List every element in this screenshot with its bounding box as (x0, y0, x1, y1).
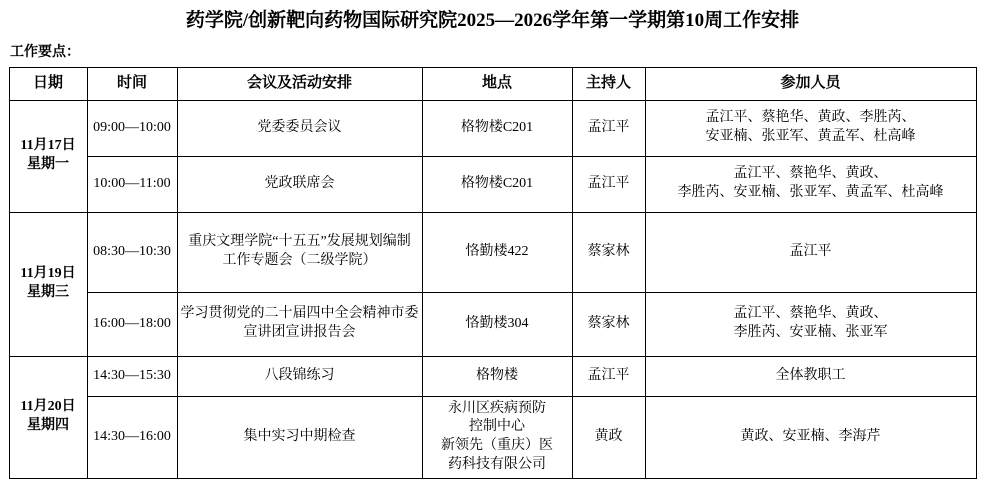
cell-date: 11月20日 星期四 (9, 356, 87, 479)
cell-topic: 集中实习中期检查 (177, 396, 422, 479)
cell-place: 恪勤楼422 (422, 212, 572, 292)
cell-people: 黄政、安亚楠、李海芹 (645, 396, 976, 479)
table-row (9, 156, 976, 212)
cell-date: 11月17日 星期一 (9, 100, 87, 212)
cell-time: 08:30—10:30 (87, 212, 177, 292)
column-header-topic: 会议及活动安排 (177, 67, 422, 100)
cell-place: 格物楼C201 (422, 156, 572, 212)
cell-topic: 党委委员会议 (177, 100, 422, 156)
weekly-schedule-table (9, 67, 977, 480)
cell-time: 14:30—15:30 (87, 356, 177, 396)
column-header-date: 日期 (9, 67, 87, 100)
table-body (9, 100, 976, 479)
column-header-place: 地点 (422, 67, 572, 100)
page-title: 药学院/创新靶向药物国际研究院2025—2026学年第一学期第10周工作安排 (185, 10, 800, 31)
cell-place: 格物楼 (422, 356, 572, 396)
table-header-row (9, 67, 976, 100)
cell-people: 孟江平、蔡艳华、黄政、 李胜芮、安亚楠、张亚军、黄孟军、杜高峰 (645, 156, 976, 212)
column-header-people: 参加人员 (645, 67, 976, 100)
cell-place: 格物楼C201 (422, 100, 572, 156)
cell-place: 恪勤楼304 (422, 292, 572, 356)
cell-host: 蔡家林 (572, 212, 645, 292)
table-row (9, 396, 976, 479)
cell-time: 16:00—18:00 (87, 292, 177, 356)
cell-people: 孟江平 (645, 212, 976, 292)
cell-people: 孟江平、蔡艳华、黄政、李胜芮、 安亚楠、张亚军、黄孟军、杜高峰 (645, 100, 976, 156)
cell-topic: 党政联席会 (177, 156, 422, 212)
cell-time: 10:00—11:00 (87, 156, 177, 212)
cell-topic: 重庆文理学院“十五五”发展规划编制 工作专题会（二级学院） (177, 212, 422, 292)
cell-place: 永川区疾病预防 控制中心 新领先（重庆）医 药科技有限公司 (422, 396, 572, 479)
cell-host: 孟江平 (572, 356, 645, 396)
column-header-host: 主持人 (572, 67, 645, 100)
cell-date: 11月19日 星期三 (9, 212, 87, 356)
table-row (9, 292, 976, 356)
cell-people: 全体教职工 (645, 356, 976, 396)
cell-time: 09:00—10:00 (87, 100, 177, 156)
cell-host: 孟江平 (572, 156, 645, 212)
cell-host: 黄政 (572, 396, 645, 479)
cell-people: 孟江平、蔡艳华、黄政、 李胜芮、安亚楠、张亚军 (645, 292, 976, 356)
cell-host: 孟江平 (572, 100, 645, 156)
section-subheading: 工作要点： (10, 44, 80, 60)
table-row (9, 100, 976, 156)
cell-host: 蔡家林 (572, 292, 645, 356)
table-row (9, 356, 976, 396)
cell-topic: 八段锦练习 (177, 356, 422, 396)
column-header-time: 时间 (87, 67, 177, 100)
cell-topic: 学习贯彻党的二十届四中全会精神市委 宣讲团宣讲报告会 (177, 292, 422, 356)
cell-time: 14:30—16:00 (87, 396, 177, 479)
table-row (9, 212, 976, 292)
